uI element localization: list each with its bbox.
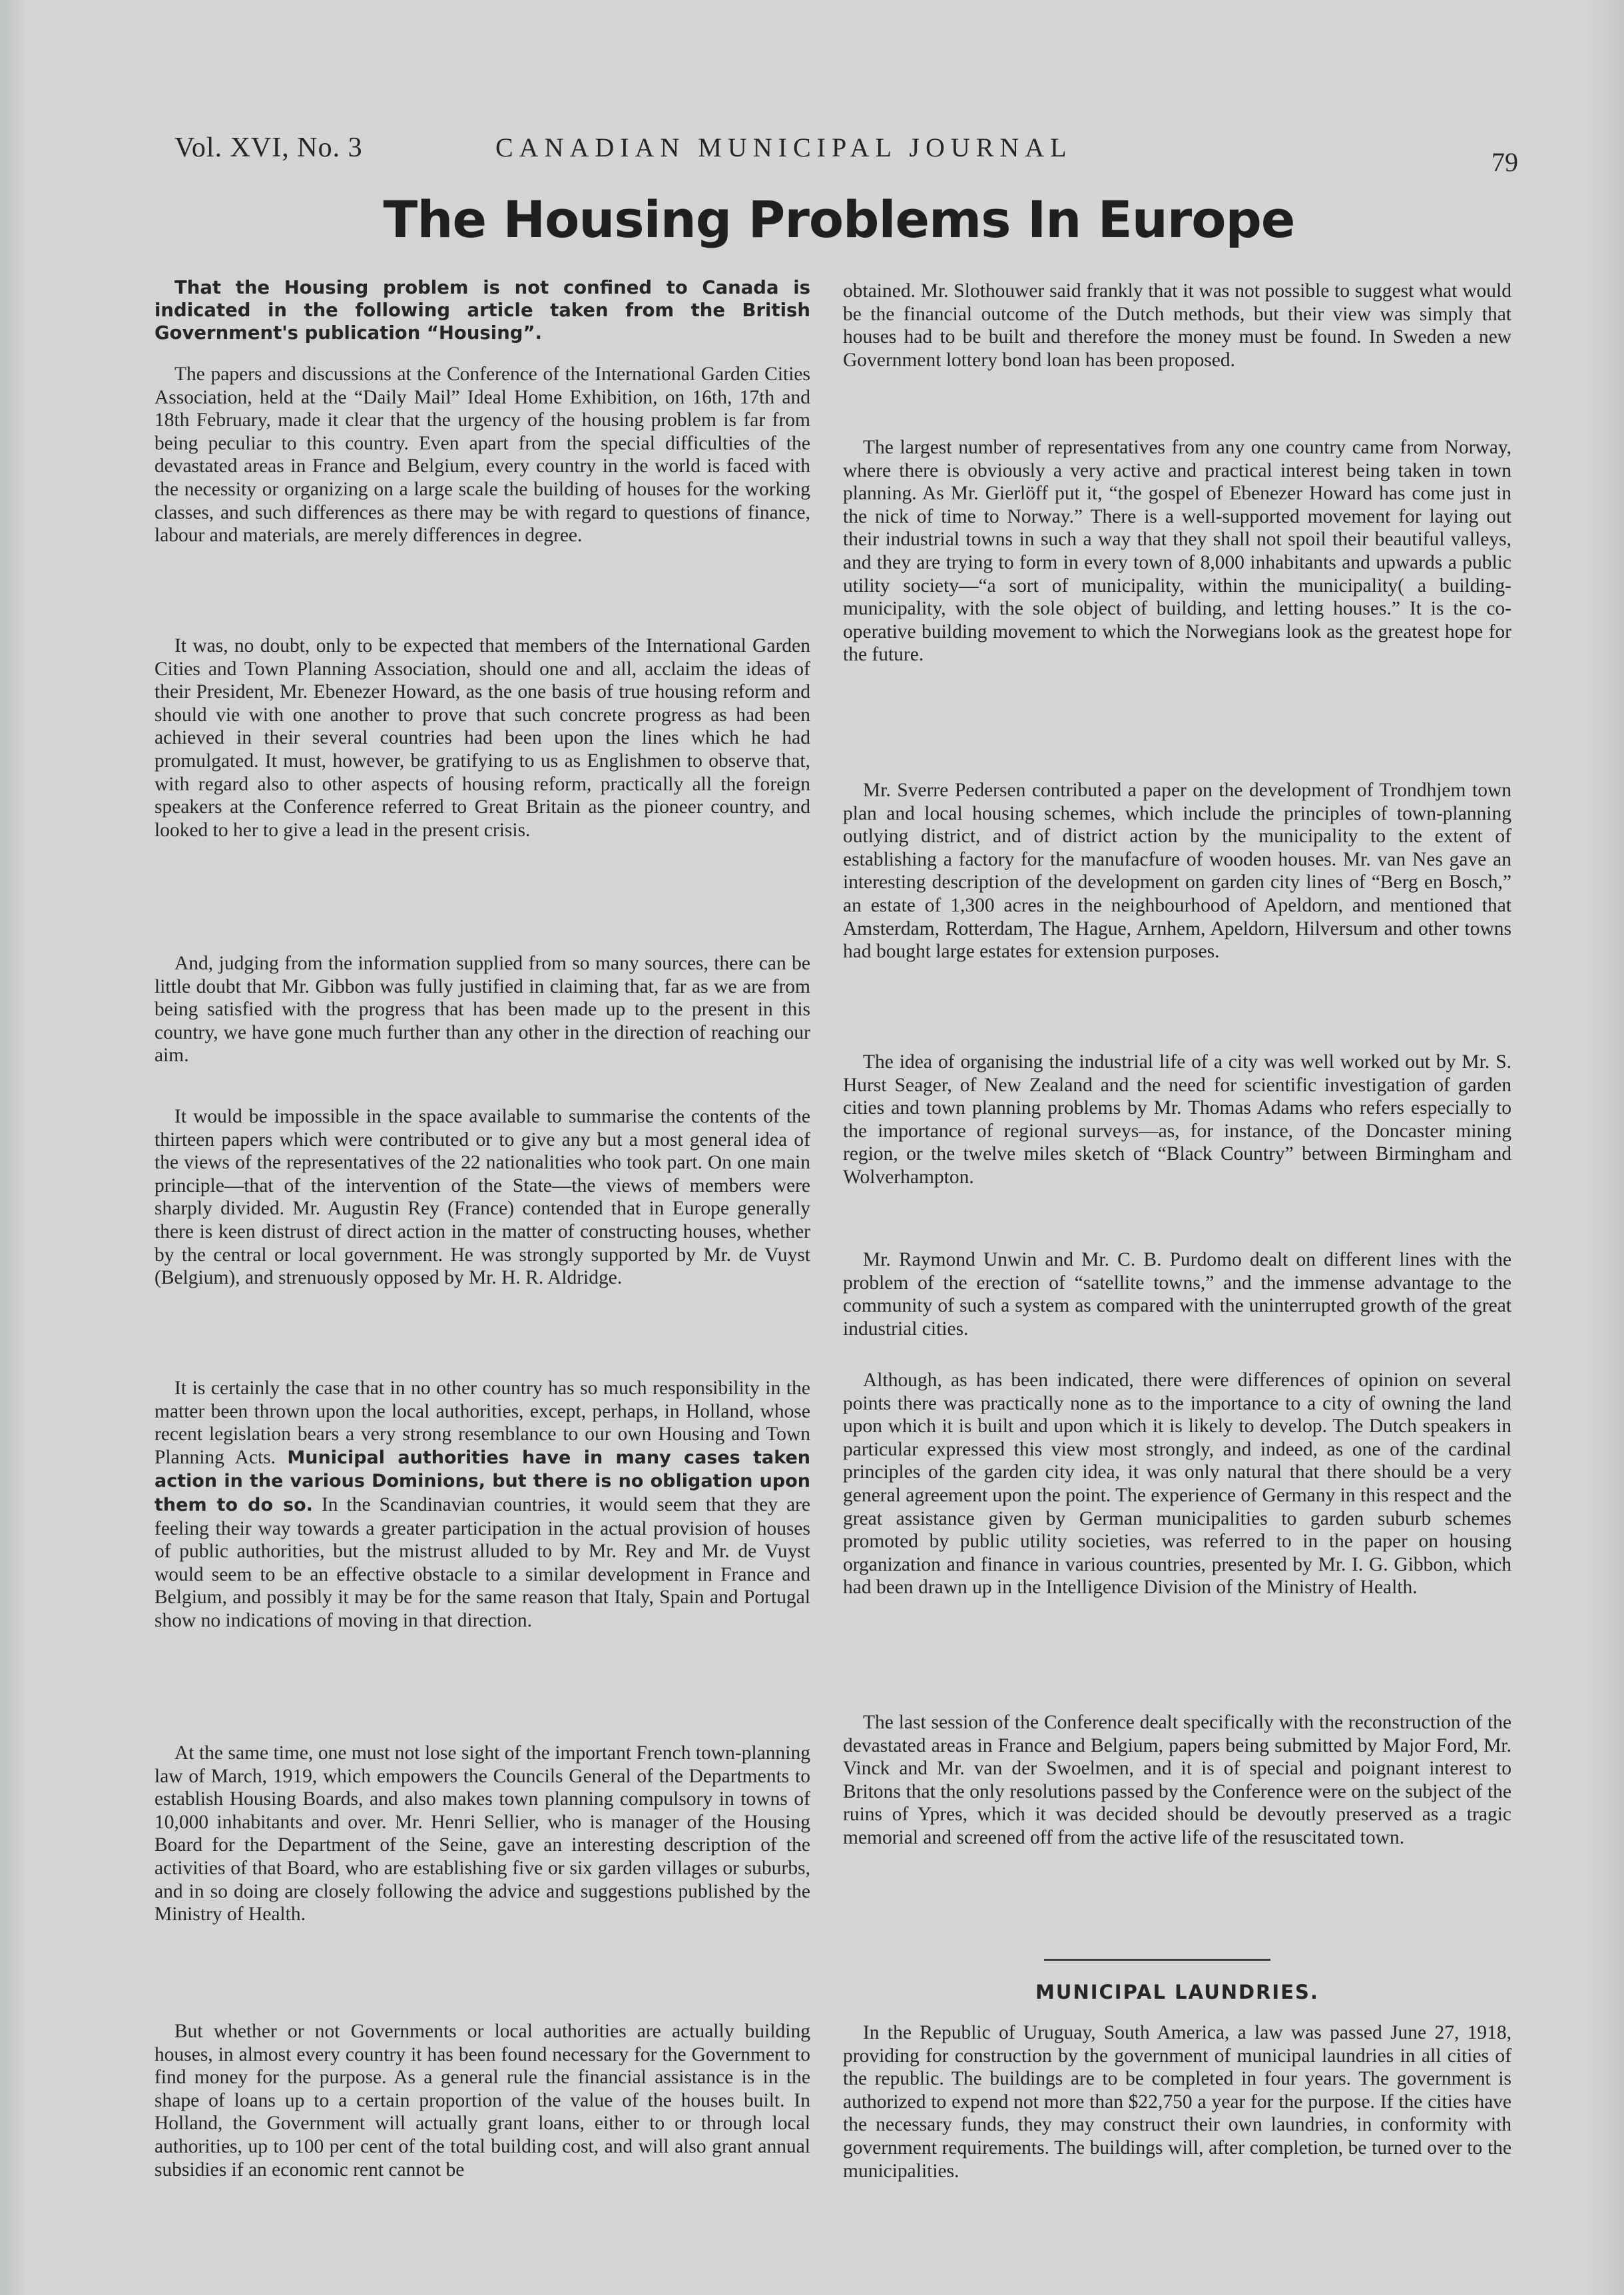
paragraph-text: It is certainly the case that in no other country has so much responsibility in the matter been thrown upon the local authorities, except, perhaps, in Holland, whose recent legislation bears a very strong resemblance to our own Housing and Town Planning Acts. — [154, 1378, 810, 1468]
article-paragraph: But whether or not Governments or local authorities are actually building houses, in almost every country it has been found necessary for the Government to find money for the purpose. As a general rule the financial assistance is in the shape of loans up to a certain proportion of the value of the houses built. In Holland, the Government will actually grant loans, either to or through local authorities, up to 100 per cent of the total building cost, and will also grant annual subsidies if an economic rent cannot be — [154, 2021, 810, 2180]
article-paragraph: The last session of the Conference dealt specifically with the reconstruction of the devastated areas in France and Belgium, papers being submitted by Major Ford, Mr. Vinck and Mr. van der Swoelmen, and it is of special and poignant interest to Britons that the only resolutions passed by the Conference were on the subject of the ruins of Ypres, which it was decided should be devoutly preserved as a tragic memorial and screened off from the active life of the resuscitated town. — [843, 1712, 1511, 1848]
article-paragraph: Although, as has been indicated, there were differences of opinion on several points there was practically none as to the importance to a city of owning the land upon which it is built and upon which it is likely to develop. The Dutch speakers in particular expressed this view most strongly, and indeed, as one of the cardinal principles of the garden city idea, it was only natural that there should be a very general agreement upon the point. The experience of Germany in this respect and the great assistance given by German municipalities to garden suburb schemes promoted by public utility societies, was referred to in the paper on housing organization and finance in various countries, presented by Mr. I. G. Gibbon, which had been drawn up in the Intelligence Division of the Ministry of Health. — [843, 1370, 1511, 1599]
article-paragraph: In the Republic of Uruguay, South America, a law was passed June 27, 1918, providing for construction by the government of municipal laundries in all cities of the republic. The buildings are to be completed in four years. The government is authorized to expend not more than $22,750 a year for the purpose. If the cities have the necessary funds, they may construct their own laundries, in conformity with government requirements. The buildings will, after completion, be turned over to the municipalities. — [843, 2022, 1511, 2182]
article-paragraph — [154, 1377, 810, 1633]
article-paragraph: Mr. Raymond Unwin and Mr. C. B. Purdomo dealt on different lines with the problem of the erection of “satellite towns,” and the immense advantage to the community of such a system as compared with the uninterrupted growth of the great industrial cities. — [843, 1249, 1511, 1340]
journal-name: CANADIAN MUNICIPAL JOURNAL — [495, 132, 1073, 162]
article-title: The Housing Problems In Europe — [383, 190, 1295, 249]
article-paragraph: obtained. Mr. Slothouwer said frankly that it was not possible to suggest what would be the financial outcome of the Dutch methods, but their view was simply that houses had to be built and therefore the money must be found. In Sweden a new Government lottery bond loan has been proposed. — [843, 280, 1511, 371]
article-paragraph: The idea of organising the industrial life of a city was well worked out by Mr. S. Hurst Seager, of New Zealand and the need for scientific investigation of garden cities and town planning problems by Mr. Thomas Adams who refers especially to the importance of regional surveys—as, for instance, of the Doncaster mining region, or the twelve miles sketch of “Black Country” between Birmingham and Wolverhampton. — [843, 1051, 1511, 1188]
volume-number: Vol. XVI, No. 3 — [174, 132, 363, 163]
article-paragraph: Mr. Sverre Pedersen contributed a paper on the development of Trondhjem town plan and local housing schemes, which include the principles of town-planning outlying district, and of district action by the municipality to the extent of establishing a factory for the manufacfure of wooden houses. Mr. van Nes gave an interesting description of the development on garden city lines of “Berg en Bosch,” an estate of 1,300 acres in the neighbourhood of Apeldorn, and mentioned that Amsterdam, Rotterdam, The Hague, Arnhem, Apeldorn, Hilversum and other towns had bought large estates for extension purposes. — [843, 780, 1511, 963]
article-intro: That the Housing problem is not confined to Canada is indicated in the following article taken from the British Government's publication “Housing”. — [154, 277, 810, 344]
article-paragraph: The papers and discussions at the Conference of the International Garden Cities Association, held at the “Daily Mail” Ideal Home Exhibition, on 16th, 17th and 18th February, made it clear that the urgency of the housing problem is far from being peculiar to this country. Even apart from the special difficulties of the devastated areas in France and Belgium, every country in the world is faced with the necessity or organizing on a large scale the building of houses for the working classes, and such differences as there may be with regard to questions of finance, labour and materials, are merely differences in degree. — [154, 364, 810, 547]
article-paragraph: And, judging from the information supplied from so many sources, there can be little doubt that Mr. Gibbon was fully justified in claiming that, far as we are from being satisfied with the progress that has been made up to the present in this country, we have gone much further than any other in the direction of reaching our aim. — [154, 953, 810, 1067]
emphasized-text: Municipal authorities have in many cases taken action in the various Dominions, but there is no obligation upon them to do so. — [154, 1447, 810, 1515]
section-divider — [1044, 1959, 1270, 1961]
page-number: 79 — [1491, 147, 1518, 177]
article-paragraph: It was, no doubt, only to be expected that members of the International Garden Cities and Town Planning Association, should one and all, acclaim the ideas of their President, Mr. Ebenezer Howard, as the one basis of true housing reform and should vie with one another to prove that such concrete progress as had been achieved in their several countries had been upon the lines which he had promulgated. It must, however, be gratifying to us as Englishmen to observe that, with regard also to other aspects of housing reform, practically all the foreign speakers at the Conference referred to Great Britain as the pioneer country, and looked to her to give a lead in the present crisis. — [154, 635, 810, 841]
paragraph-text: In the Scandinavian countries, it would seem that they are feeling their way towards a greater participation in the actual provision of houses of public authorities, but the mistrust alluded to by Mr. Rey and Mr. de Vuyst would seem to be an effective obstacle to a similar development in France and Belgium, and possibly it may be for the same reason that Italy, Spain and Portugal show no indications of moving in that direction. — [154, 1493, 811, 1631]
article-paragraph: It would be impossible in the space available to summarise the contents of the thirteen papers which were contributed or to give any but a most general idea of the views of the representatives of the 22 nationalities who took part. On one main principle—that of the intervention of the State—the views of members were sharply divided. Mr. Augustin Rey (France) contended that in Europe generally there is keen distrust of direct action in the matter of constructing houses, whether by the central or local government. He was strongly supported by Mr. de Vuyst (Belgium), and strenuously opposed by Mr. H. R. Aldridge. — [154, 1106, 810, 1289]
article-paragraph: The largest number of representatives from any one country came from Norway, where there is obviously a very active and practical interest being taken in town planning. As Mr. Gierlöff put it, “the gospel of Ebenezer Howard has come just in the nick of time to Norway.” There is a well-supported movement for laying out their industrial towns in such a way that they shall not spoil their beautiful valleys, and they are trying to form in every town of 8,000 inhabitants and upwards a public utility society—“a sort of municipality, within the municipality( a building-municipality, with the sole object of building, and letting houses.” It is the co-operative building movement to which the Norwegians look as the greatest hope for the future. — [843, 437, 1511, 666]
article-paragraph: At the same time, one must not lose sight of the important French town-planning law of March, 1919, which empowers the Councils General of the Departments to establish Housing Boards, and also makes town planning compulsory in towns of 10,000 inhabitants and over. Mr. Henri Sellier, who is manager of the Housing Board for the Department of the Seine, gave an interesting description of the activities of that Board, who are establishing five or six garden villages or suburbs, and in so doing are closely following the advice and suggestions published by the Ministry of Health. — [154, 1742, 810, 1925]
section-heading: MUNICIPAL LAUNDRIES. — [1035, 1981, 1319, 2003]
